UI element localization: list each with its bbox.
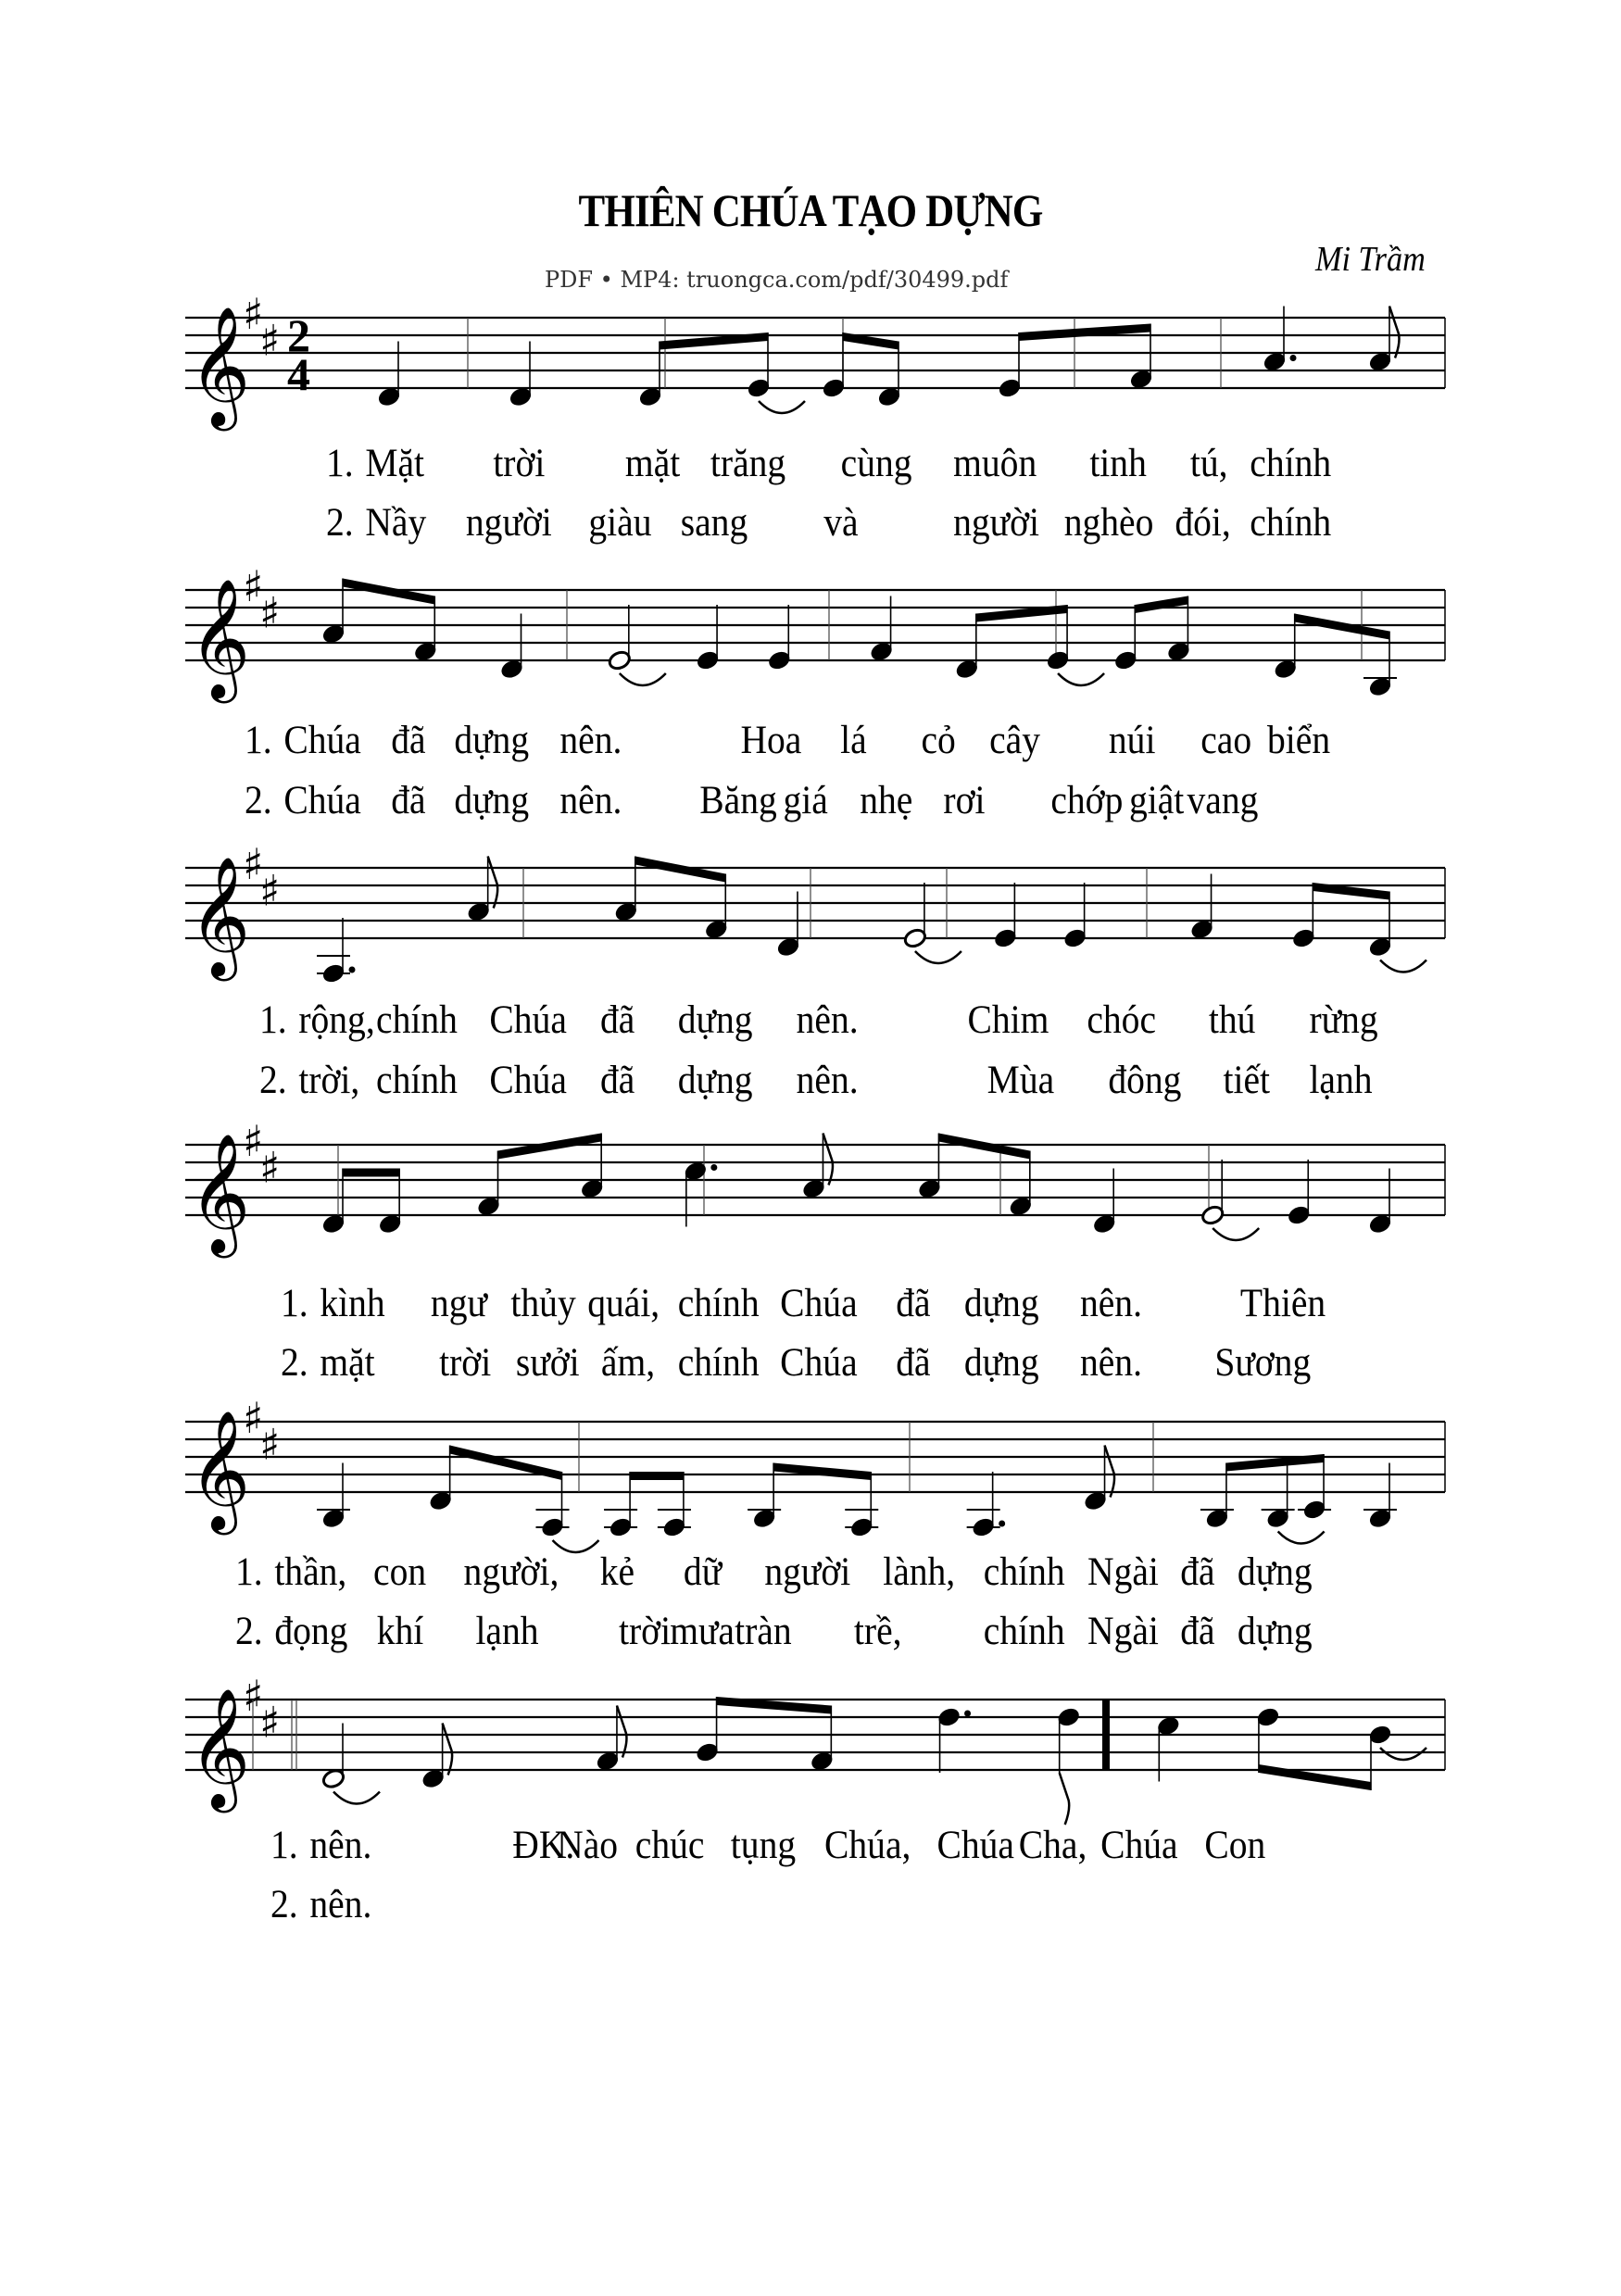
treble-clef-icon: 𝄞 [189, 1410, 251, 1530]
lyric-word: chính [677, 1282, 760, 1325]
verse-number: 2. [259, 1059, 287, 1102]
lyric-word: khí [376, 1610, 424, 1653]
treble-clef-icon: 𝄞 [189, 1133, 251, 1253]
lyric-word: thần, [274, 1550, 347, 1594]
flag-icon [488, 857, 498, 909]
flag-icon [823, 1134, 833, 1186]
lyric-word: tiết [1223, 1059, 1271, 1102]
staff-system [185, 1393, 1445, 1552]
song-title: THIÊN CHÚA TẠO DỰNG [578, 184, 1043, 236]
lyric-word: nên. [796, 998, 859, 1042]
lyric-word: đã [600, 1059, 635, 1102]
lyric-word: Sương [1214, 1341, 1312, 1385]
lyric-word: Chúa [780, 1341, 858, 1385]
lyric-word: ĐK. [512, 1824, 575, 1867]
lyric-word: nên. [1079, 1341, 1142, 1385]
lyric-word: Băng [699, 779, 777, 822]
lyric-word: đói, [1175, 501, 1231, 545]
lyric-word: Ngài [1087, 1550, 1159, 1594]
lyric-word: đã [1180, 1550, 1215, 1594]
dot [999, 1521, 1005, 1527]
verse-number: 1. [281, 1282, 308, 1325]
lyric-word: đã [600, 998, 635, 1042]
tie [1380, 960, 1426, 972]
verse-number: 2. [270, 1883, 298, 1926]
staff-system [185, 1116, 1445, 1259]
tie [915, 951, 961, 963]
lyric-word: mặt [320, 1341, 375, 1385]
sharp-icon: ♯ [243, 289, 264, 339]
verse-number: 1. [259, 998, 287, 1042]
lyric-word: chúc [635, 1824, 705, 1867]
sharp-icon: ♯ [243, 561, 264, 611]
lyric-line [326, 500, 1434, 546]
sharp-icon: ♯ [259, 1419, 281, 1470]
lyric-word: Nào [557, 1824, 619, 1867]
lyric-word: người [953, 501, 1040, 545]
lyric-word: Con [1204, 1824, 1266, 1867]
lyric-word: kình [320, 1282, 385, 1325]
lyric-word: cây [989, 719, 1040, 762]
beam [635, 857, 725, 883]
lyric-word: rừng [1309, 998, 1378, 1042]
lyric-word: giật [1128, 779, 1185, 822]
tie [1058, 673, 1104, 685]
source-link[interactable]: PDF • MP4: truongca.com/pdf/30499.pdf [545, 267, 1009, 293]
beam [343, 1169, 399, 1177]
verse-number: 2. [245, 779, 272, 822]
lyric-word: muôn [953, 442, 1037, 485]
lyric-word: đông [1108, 1059, 1182, 1102]
beam [1259, 1764, 1371, 1790]
lyric-word: người [764, 1550, 851, 1594]
lyric-line [281, 1340, 1389, 1386]
staff-system [185, 561, 1445, 704]
lyric-word: biển [1267, 719, 1331, 762]
lyric-word: Mặt [365, 442, 425, 485]
lyric-word: mặt [624, 442, 681, 485]
lyric-word: người [465, 501, 552, 545]
lyric-line [270, 1823, 1378, 1869]
lyric-word: giàu [588, 501, 652, 545]
beam [1019, 324, 1150, 342]
lyric-word: chính [376, 1059, 458, 1102]
lyric-word: Chúa [489, 998, 567, 1042]
lyric-word: Chim [967, 998, 1049, 1042]
sharp-icon: ♯ [259, 315, 281, 366]
dot [964, 1711, 971, 1717]
lyric-line [326, 441, 1434, 487]
lyric-word: thủy [510, 1282, 576, 1325]
lyric-word: chính [376, 998, 458, 1042]
lyric-word: núi [1108, 719, 1156, 762]
tie [333, 1792, 380, 1804]
sharp-icon: ♯ [259, 1697, 281, 1748]
lyric-word: dựng [1237, 1550, 1313, 1594]
lyric-word: người, [463, 1550, 559, 1594]
lyric-word: dựng [677, 1059, 753, 1102]
lyric-word: cùng [840, 442, 912, 485]
verse-number: 2. [281, 1341, 308, 1385]
lyric-word: nên. [1079, 1282, 1142, 1325]
tie [1380, 1748, 1426, 1760]
lyric-word: và [823, 501, 859, 545]
treble-clef-icon: 𝄞 [189, 856, 251, 976]
beam [773, 1463, 871, 1481]
repeat-sign [1102, 1700, 1110, 1770]
lyric-word: lành, [883, 1550, 956, 1594]
lyric-word: cao [1200, 719, 1252, 762]
lyric-word: tinh [1089, 442, 1147, 485]
dot [1290, 355, 1297, 361]
flag-icon [617, 1706, 627, 1758]
flag-icon [1060, 1773, 1070, 1825]
lyric-line [259, 1058, 1373, 1104]
lyric-line [281, 1281, 1389, 1327]
lyric-word: thú [1208, 998, 1256, 1042]
lyric-word: tụng [730, 1824, 797, 1867]
lyric-word: Hoa [740, 719, 802, 762]
beam [1135, 596, 1187, 614]
lyric-word: Mùa [986, 1059, 1055, 1102]
lyric-word: tràn [735, 1610, 792, 1653]
lyric-word: đã [896, 1341, 931, 1385]
lyric-word: nên. [559, 719, 622, 762]
lyric-word: chính [1250, 442, 1332, 485]
lyric-word: trăng [710, 442, 786, 485]
lyric-word: Ngài [1087, 1610, 1159, 1653]
lyric-word: trời, [298, 1059, 360, 1102]
time-signature-bottom: 4 [287, 348, 310, 400]
lyric-word: Cha, [1018, 1824, 1087, 1867]
verse-number: 2. [326, 501, 354, 545]
lyric-word: Chúa [780, 1282, 858, 1325]
sharp-icon: ♯ [243, 1116, 264, 1166]
lyric-word: chính [677, 1341, 760, 1385]
lyric-word: dựng [677, 998, 753, 1042]
verse-number: 1. [326, 442, 354, 485]
lyric-word: trời [493, 442, 546, 485]
dot [710, 1164, 717, 1171]
beam [343, 579, 434, 605]
lyric-word: đọng [274, 1610, 348, 1653]
lyric-word: sưởi [515, 1341, 580, 1385]
flag-icon [1105, 1446, 1115, 1498]
lyric-word: đã [391, 719, 426, 762]
lyric-word: dữ [683, 1550, 723, 1594]
lyric-word: Chúa [936, 1824, 1014, 1867]
lyric-word: con [373, 1550, 427, 1594]
lyric-word: chóc [1087, 998, 1156, 1042]
lyric-line [245, 718, 1352, 764]
lyric-word: Chúa [283, 719, 361, 762]
treble-clef-icon: 𝄞 [189, 306, 251, 426]
lyric-word: vang [1187, 779, 1259, 822]
lyric-word: ngư [430, 1282, 487, 1325]
tie [759, 401, 805, 413]
lyric-word: Chúa [1100, 1824, 1178, 1867]
staff-system [185, 839, 1445, 985]
sharp-icon: ♯ [259, 587, 281, 638]
lyric-word: kẻ [599, 1550, 635, 1594]
sharp-icon: ♯ [259, 1142, 281, 1193]
lyric-line [235, 1549, 1343, 1596]
time-signature-top: 2 [287, 309, 310, 361]
lyric-word: nên. [309, 1883, 372, 1926]
treble-clef-icon: 𝄞 [189, 1687, 251, 1808]
lyric-word: nghèo [1063, 501, 1154, 545]
verse-number: 2. [235, 1610, 263, 1653]
lyric-word: nên. [309, 1824, 372, 1867]
lyric-word: chính [983, 1550, 1065, 1594]
flag-icon [1389, 307, 1400, 358]
lyric-word: trời [439, 1341, 492, 1385]
lyric-line [270, 1882, 1378, 1928]
lyric-word: Chúa [489, 1059, 567, 1102]
lyric-word: dựng [963, 1341, 1039, 1385]
lyric-word: nhẹ [860, 779, 913, 822]
lyric-word: rộng, [298, 998, 375, 1042]
lyric-word: dựng [454, 779, 530, 822]
staff-system [185, 1671, 1445, 1825]
beam [498, 1134, 602, 1160]
lyric-word: nên. [559, 779, 622, 822]
flag-icon [443, 1724, 453, 1775]
lyric-word: đã [896, 1282, 931, 1325]
lyric-line [245, 778, 1352, 824]
lyric-word: đã [1180, 1610, 1215, 1653]
lyric-word: mưa [670, 1610, 735, 1653]
staff-system [185, 289, 1445, 432]
lyric-word: sang [680, 501, 748, 545]
lyric-word: chính [983, 1610, 1065, 1653]
lyric-word: Chúa [283, 779, 361, 822]
beam [630, 1472, 684, 1480]
treble-clef-icon: 𝄞 [189, 578, 251, 698]
lyric-word: cỏ [921, 719, 956, 762]
lyric-word: Chúa, [824, 1824, 911, 1867]
verse-number: 1. [270, 1824, 298, 1867]
lyric-word: Nầy [365, 501, 427, 545]
lyric-word: đã [391, 779, 426, 822]
tie [1213, 1228, 1259, 1240]
sharp-icon: ♯ [259, 865, 281, 916]
lyric-word: lạnh [1309, 1059, 1373, 1102]
lyric-word: chính [1250, 501, 1332, 545]
verse-number: 1. [245, 719, 272, 762]
tie [1278, 1532, 1325, 1544]
lyric-word: giá [783, 779, 828, 822]
dot [349, 967, 356, 973]
lyric-word: nên. [796, 1059, 859, 1102]
sharp-icon: ♯ [243, 1393, 264, 1443]
sharp-icon: ♯ [243, 1671, 264, 1721]
lyric-word: dựng [454, 719, 530, 762]
lyric-word: dựng [1237, 1610, 1313, 1653]
beam [938, 1134, 1029, 1160]
lyric-word: tú, [1189, 442, 1228, 485]
verse-number: 1. [235, 1550, 263, 1594]
composer-name: Mi Trầm [1315, 240, 1426, 279]
lyric-line [235, 1609, 1343, 1655]
lyric-word: Thiên [1239, 1282, 1326, 1325]
sharp-icon: ♯ [243, 839, 264, 889]
lyric-word: lạnh [475, 1610, 539, 1653]
beam [1295, 614, 1389, 640]
lyric-word: dựng [963, 1282, 1039, 1325]
lyric-word: quái, [587, 1282, 660, 1325]
lyric-word: rơi [943, 779, 986, 822]
lyric-line [259, 997, 1378, 1044]
lyric-word: trề, [853, 1610, 902, 1653]
tie [620, 673, 666, 685]
lyric-word: trời [619, 1610, 672, 1653]
lyric-word: lá [840, 719, 867, 762]
lyric-word: chớp [1050, 779, 1124, 822]
lyric-word: ấm, [600, 1341, 656, 1385]
